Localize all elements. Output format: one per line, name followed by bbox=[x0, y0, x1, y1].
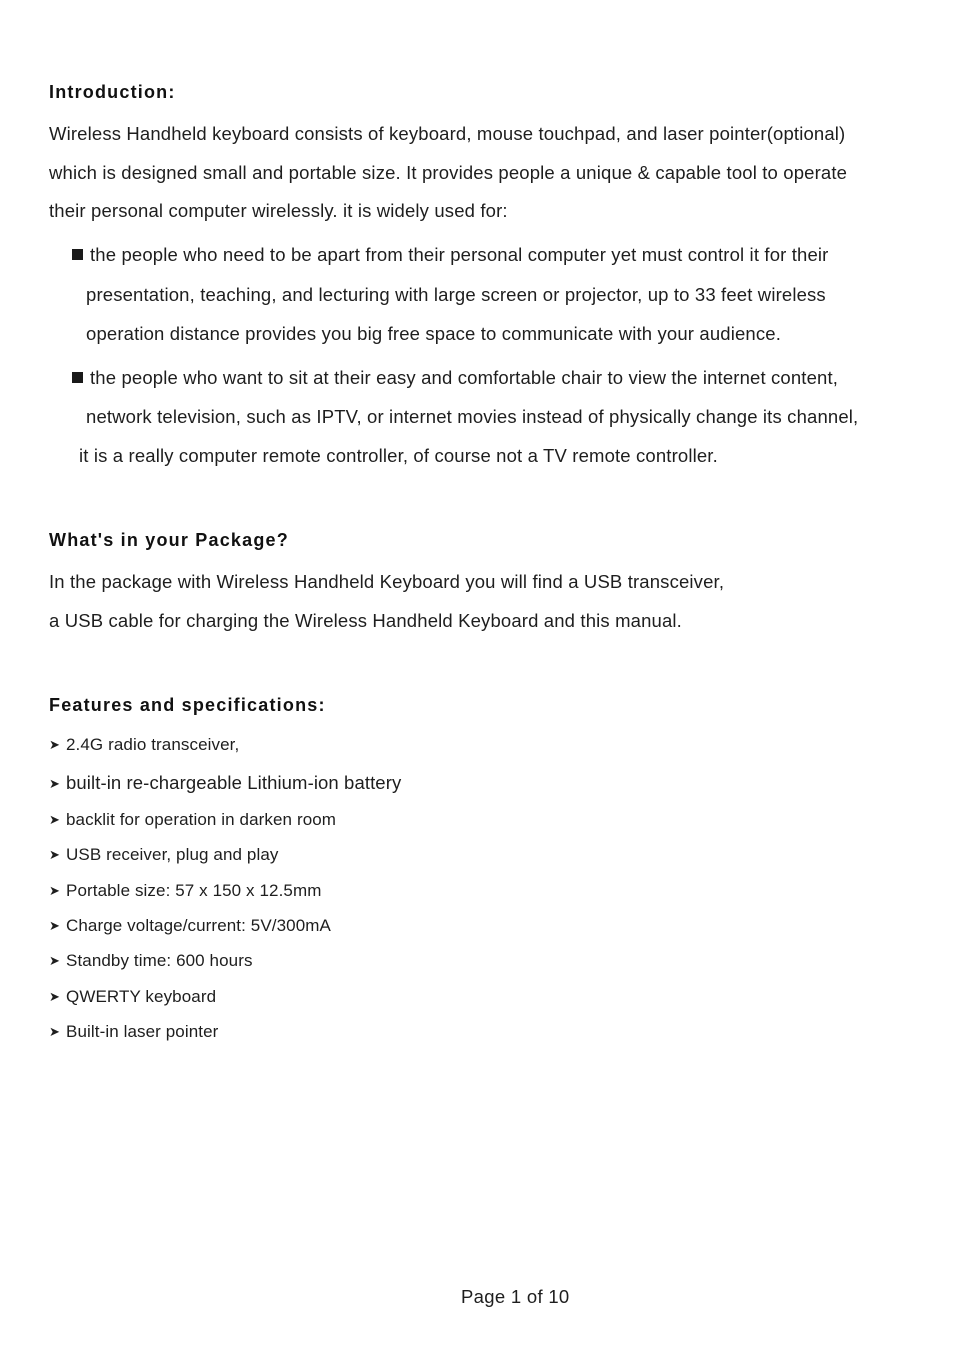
intro-bullet-item bbox=[72, 367, 838, 389]
feature-text: USB receiver, plug and play bbox=[66, 845, 279, 864]
feature-text: Standby time: 600 hours bbox=[66, 951, 253, 970]
package-paragraph-line: In the package with Wireless Handheld Keyboard you will find a USB transceiver, bbox=[49, 571, 725, 592]
feature-item bbox=[49, 881, 322, 901]
intro-heading: Introduction: bbox=[49, 82, 176, 102]
feature-text: built-in re-chargeable Lithium-ion battery bbox=[66, 772, 402, 793]
feature-item bbox=[49, 1022, 218, 1042]
feature-text: Charge voltage/current: 5V/300mA bbox=[66, 916, 331, 935]
feature-text: Built-in laser pointer bbox=[66, 1022, 219, 1041]
arrowhead-bullet-icon: ➤ bbox=[49, 777, 60, 792]
bullet-continuation: presentation, teaching, and lecturing with large screen or projector, up to 33 feet wireless bbox=[86, 284, 826, 305]
arrowhead-bullet-icon: ➤ bbox=[49, 954, 60, 969]
feature-text: backlit for operation in darken room bbox=[66, 810, 337, 829]
page-number: Page 1 of 10 bbox=[461, 1286, 570, 1307]
intro-paragraph-line: which is designed small and portable size. It provides people a unique & capable tool to operate bbox=[49, 162, 848, 183]
bullet-continuation: network television, such as IPTV, or internet movies instead of physically change its channel, bbox=[86, 406, 859, 427]
arrowhead-bullet-icon: ➤ bbox=[49, 919, 60, 934]
feature-item bbox=[49, 845, 279, 865]
feature-item bbox=[49, 810, 336, 830]
feature-text: Portable size: 57 x 150 x 12.5mm bbox=[66, 881, 322, 900]
bullet-text: the people who need to be apart from their personal computer yet must control it for their bbox=[90, 244, 829, 265]
intro-paragraph-line: their personal computer wirelessly. it is widely used for: bbox=[49, 200, 508, 221]
bullet-continuation: operation distance provides you big free space to communicate with your audience. bbox=[86, 323, 781, 344]
arrowhead-bullet-icon: ➤ bbox=[49, 1025, 60, 1040]
feature-item bbox=[49, 951, 253, 971]
feature-text: QWERTY keyboard bbox=[66, 987, 217, 1006]
intro-bullet-item bbox=[72, 244, 828, 266]
package-paragraph-line: a USB cable for charging the Wireless Handheld Keyboard and this manual. bbox=[49, 610, 682, 631]
feature-text: 2.4G radio transceiver, bbox=[66, 735, 240, 754]
arrowhead-bullet-icon: ➤ bbox=[49, 848, 60, 863]
feature-item bbox=[49, 735, 239, 755]
package-heading: What's in your Package? bbox=[49, 530, 289, 550]
square-bullet-icon bbox=[72, 372, 83, 383]
features-heading: Features and specifications: bbox=[49, 695, 326, 715]
feature-item bbox=[49, 916, 331, 936]
square-bullet-icon bbox=[72, 249, 83, 260]
arrowhead-bullet-icon: ➤ bbox=[49, 813, 60, 828]
arrowhead-bullet-icon: ➤ bbox=[49, 738, 60, 753]
arrowhead-bullet-icon: ➤ bbox=[49, 884, 60, 899]
bullet-text: the people who want to sit at their easy and comfortable chair to view the internet content, bbox=[90, 367, 839, 388]
feature-item bbox=[49, 987, 216, 1007]
intro-paragraph-line: Wireless Handheld keyboard consists of keyboard, mouse touchpad, and laser pointer(optional) bbox=[49, 123, 846, 144]
feature-item bbox=[49, 772, 401, 794]
bullet-continuation: it is a really computer remote controller, of course not a TV remote controller. bbox=[79, 445, 718, 466]
arrowhead-bullet-icon: ➤ bbox=[49, 990, 60, 1005]
